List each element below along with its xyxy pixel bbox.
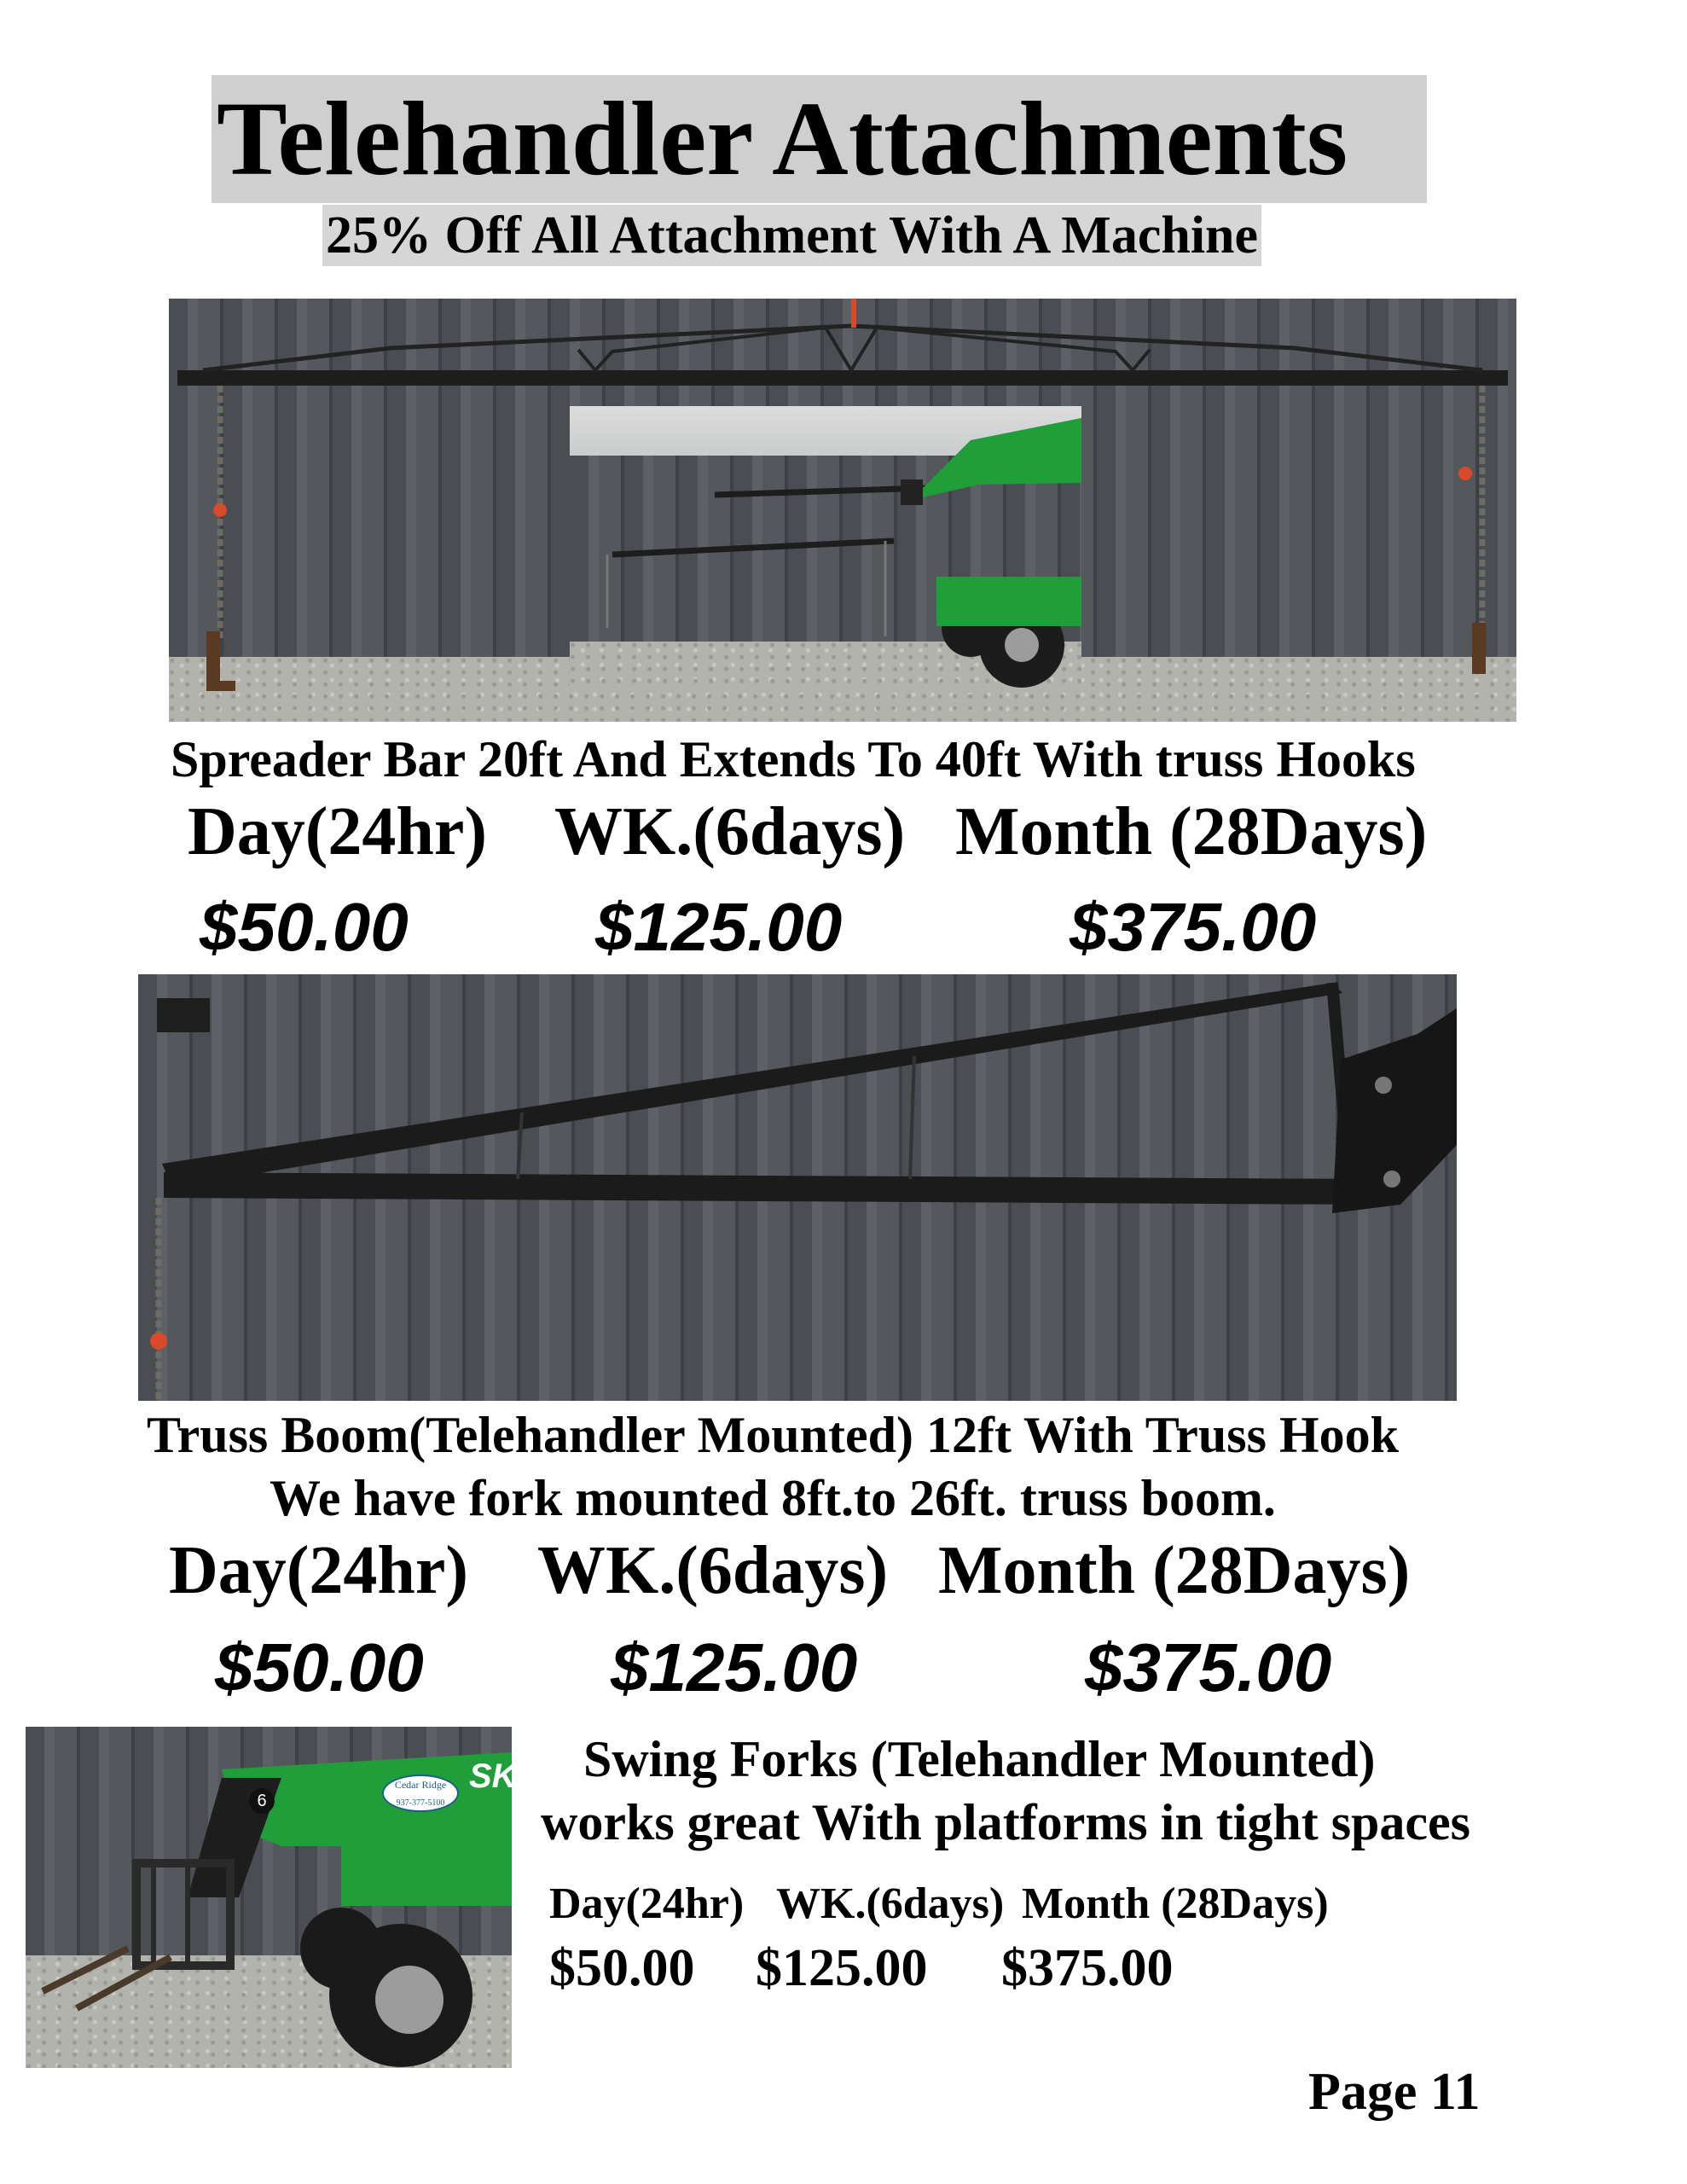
swing-forks-month-label: Month (28Days) — [1022, 1879, 1329, 1928]
decal-phone: 937-377-5100 — [396, 1798, 445, 1808]
decal-badge — [382, 1774, 459, 1812]
spreader-bar-day-price: $50.00 — [200, 889, 409, 965]
truss-boom-description: Truss Boom(Telehandler Mounted) 12ft With Truss Hook — [147, 1407, 1400, 1463]
spreader-bar-month-price: $375.00 — [1070, 889, 1317, 965]
spreader-bar-photo — [169, 299, 1516, 722]
truss-boom-day-label: Day(24hr) — [169, 1533, 469, 1608]
swing-forks-week-label: WK.(6days) — [776, 1879, 1005, 1928]
truss-boom-week-price: $125.00 — [611, 1629, 858, 1705]
truss-boom-graphic — [138, 974, 1457, 1401]
truss-boom-month-label: Month (28Days) — [938, 1533, 1411, 1608]
page-subtitle: 25% Off All Attachment With A Machine — [322, 205, 1261, 266]
spreader-bar-month-label: Month (28Days) — [955, 794, 1428, 869]
spreader-bar-day-label: Day(24hr) — [188, 794, 488, 869]
page-title: Telehandler Attachments — [212, 75, 1427, 203]
truss-boom-week-label: WK.(6days) — [537, 1533, 889, 1608]
decal-brand: Cedar Ridge — [394, 1779, 447, 1791]
spreader-bar-inset-photo — [570, 406, 1081, 688]
spreader-bar-week-price: $125.00 — [595, 889, 843, 965]
spreader-bar-description: Spreader Bar 20ft And Extends To 40ft With truss Hooks — [171, 731, 1416, 787]
swing-forks-week-price: $125.00 — [756, 1939, 928, 1997]
swing-forks-description: Swing Forks (Telehandler Mounted) — [583, 1731, 1376, 1787]
swing-forks-photo — [26, 1727, 517, 2068]
truss-boom-description-line-2: We have fork mounted 8ft.to 26ft. truss boom. — [270, 1470, 1276, 1526]
page-number: Page 11 — [1308, 2063, 1481, 2121]
swing-forks-day-price: $50.00 — [549, 1939, 695, 1997]
swing-forks-description-line-2: works great With platforms in tight spaces — [541, 1794, 1471, 1850]
spreader-bar-week-label: WK.(6days) — [554, 794, 906, 869]
swing-forks-day-label: Day(24hr) — [549, 1879, 745, 1928]
truss-boom-month-price: $375.00 — [1085, 1629, 1332, 1705]
truss-boom-photo — [138, 974, 1457, 1401]
unit-number: 6 — [249, 1788, 275, 1814]
truss-boom-day-price: $50.00 — [215, 1629, 424, 1705]
decal-mark: SK — [469, 1757, 517, 1795]
swing-forks-month-price: $375.00 — [1001, 1939, 1174, 1997]
